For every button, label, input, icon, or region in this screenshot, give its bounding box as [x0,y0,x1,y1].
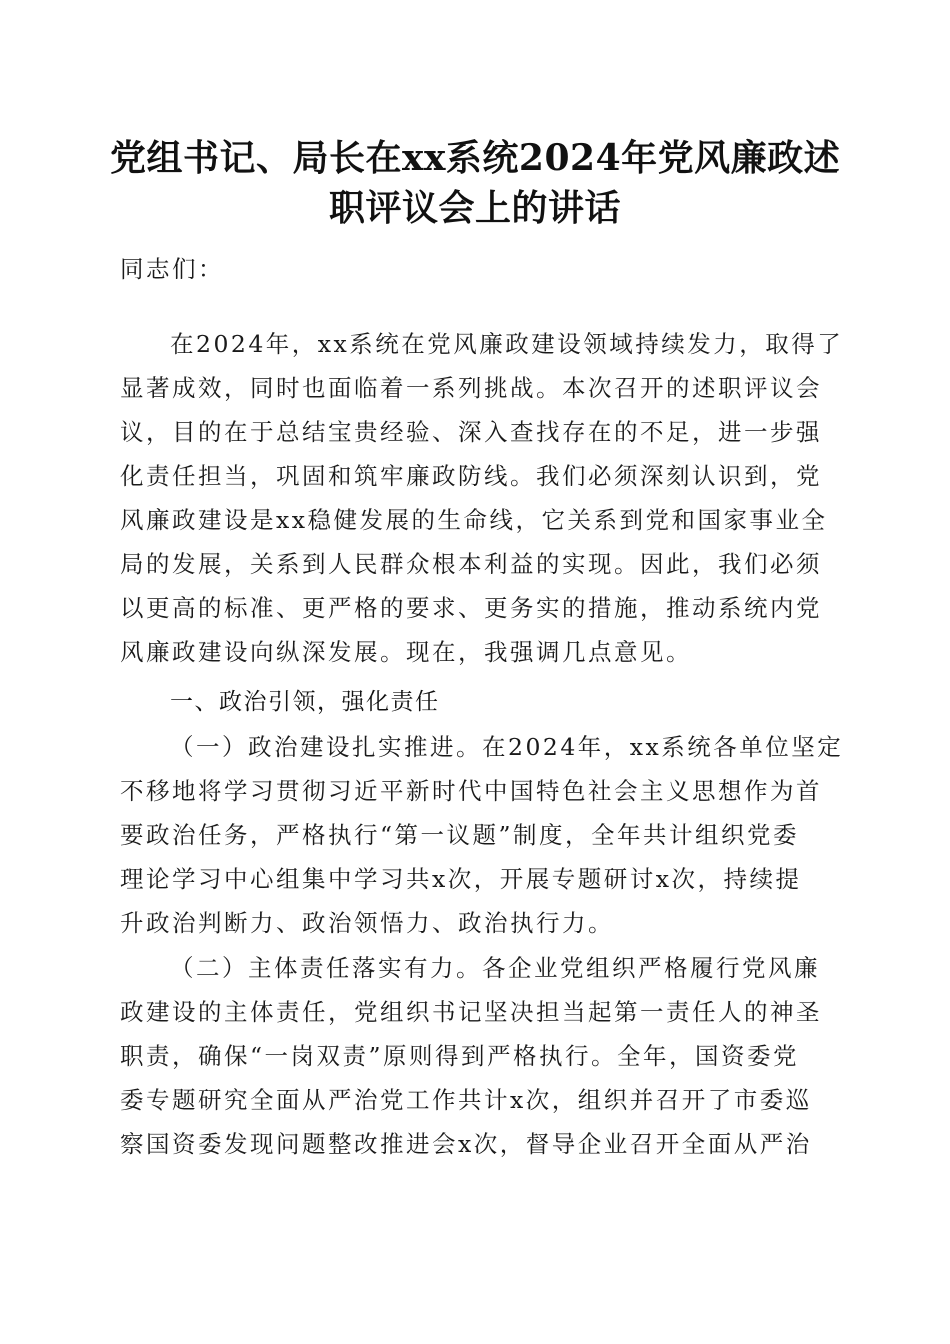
paragraph-line: 风廉政建设是xx稳健发展的生命线，它关系到党和国家事业全 [120,506,828,534]
paragraph-main-responsibility [120,946,830,1166]
paragraph-intro [120,322,844,674]
paragraph-line: 察国资委发现问题整改推进会x次，督导企业召开全面从严治 [120,1130,812,1158]
paragraph-line-text: 在2024年，xx系统各单位坚定 [482,733,844,761]
paragraph-line: 化责任担当，巩固和筑牢廉政防线。我们必须深刻认识到，党 [120,462,822,490]
paragraph-first-line [120,946,830,990]
paragraph-political-construction [120,725,844,945]
document-title [110,133,840,233]
paragraph-line: 不移地将学习贯彻习近平新时代中国特色社会主义思想作为首 [120,777,822,805]
paragraph-line: 职责，确保“一岗双责”原则得到严格执行。全年，国资委党 [120,1042,800,1070]
section-heading-1: 一、政治引领，强化责任 [170,689,440,715]
paragraph-line: 在2024年，xx系统在党风廉政建设领域持续发力，取得了 [170,330,844,358]
title-line-2: 职评议会上的讲话 [328,187,621,229]
paragraph-line: 议，目的在于总结宝贵经验、深入查找存在的不足，进一步强 [120,418,822,446]
paragraph-line: 升政治判断力、政治领悟力、政治执行力。 [120,909,614,937]
paragraph-line: 以更高的标准、更严格的要求、更务实的措施，推动系统内党 [120,594,822,622]
paragraph-line: 理论学习中心组集中学习共x次，开展专题研讨x次，持续提 [120,865,802,893]
paragraph-line: 政建设的主体责任，党组织书记坚决担当起第一责任人的神圣 [120,998,822,1026]
salutation: 同志们： [120,255,224,283]
paragraph-line: 委专题研究全面从严治党工作共计x次，组织并召开了市委巡 [120,1086,812,1114]
paragraph-line: 局的发展，关系到人民群众根本利益的实现。因此，我们必须 [120,550,822,578]
paragraph-line: 风廉政建设向纵深发展。现在，我强调几点意见。 [120,638,692,666]
title-line-1: 党组书记、局长在xx系统2024年党风廉政述 [110,137,841,179]
paragraph-line-text: 各企业党组织严格履行党风廉 [482,954,820,982]
subheading-lead: （一）政治建设扎实推进。 [170,733,482,761]
paragraph-line: 显著成效，同时也面临着一系列挑战。本次召开的述职评议会 [120,374,822,402]
subheading-lead: （二）主体责任落实有力。 [170,954,482,982]
paragraph-line: 要政治任务，严格执行“第一议题”制度，全年共计组织党委 [120,821,800,849]
paragraph-first-line [120,725,844,769]
